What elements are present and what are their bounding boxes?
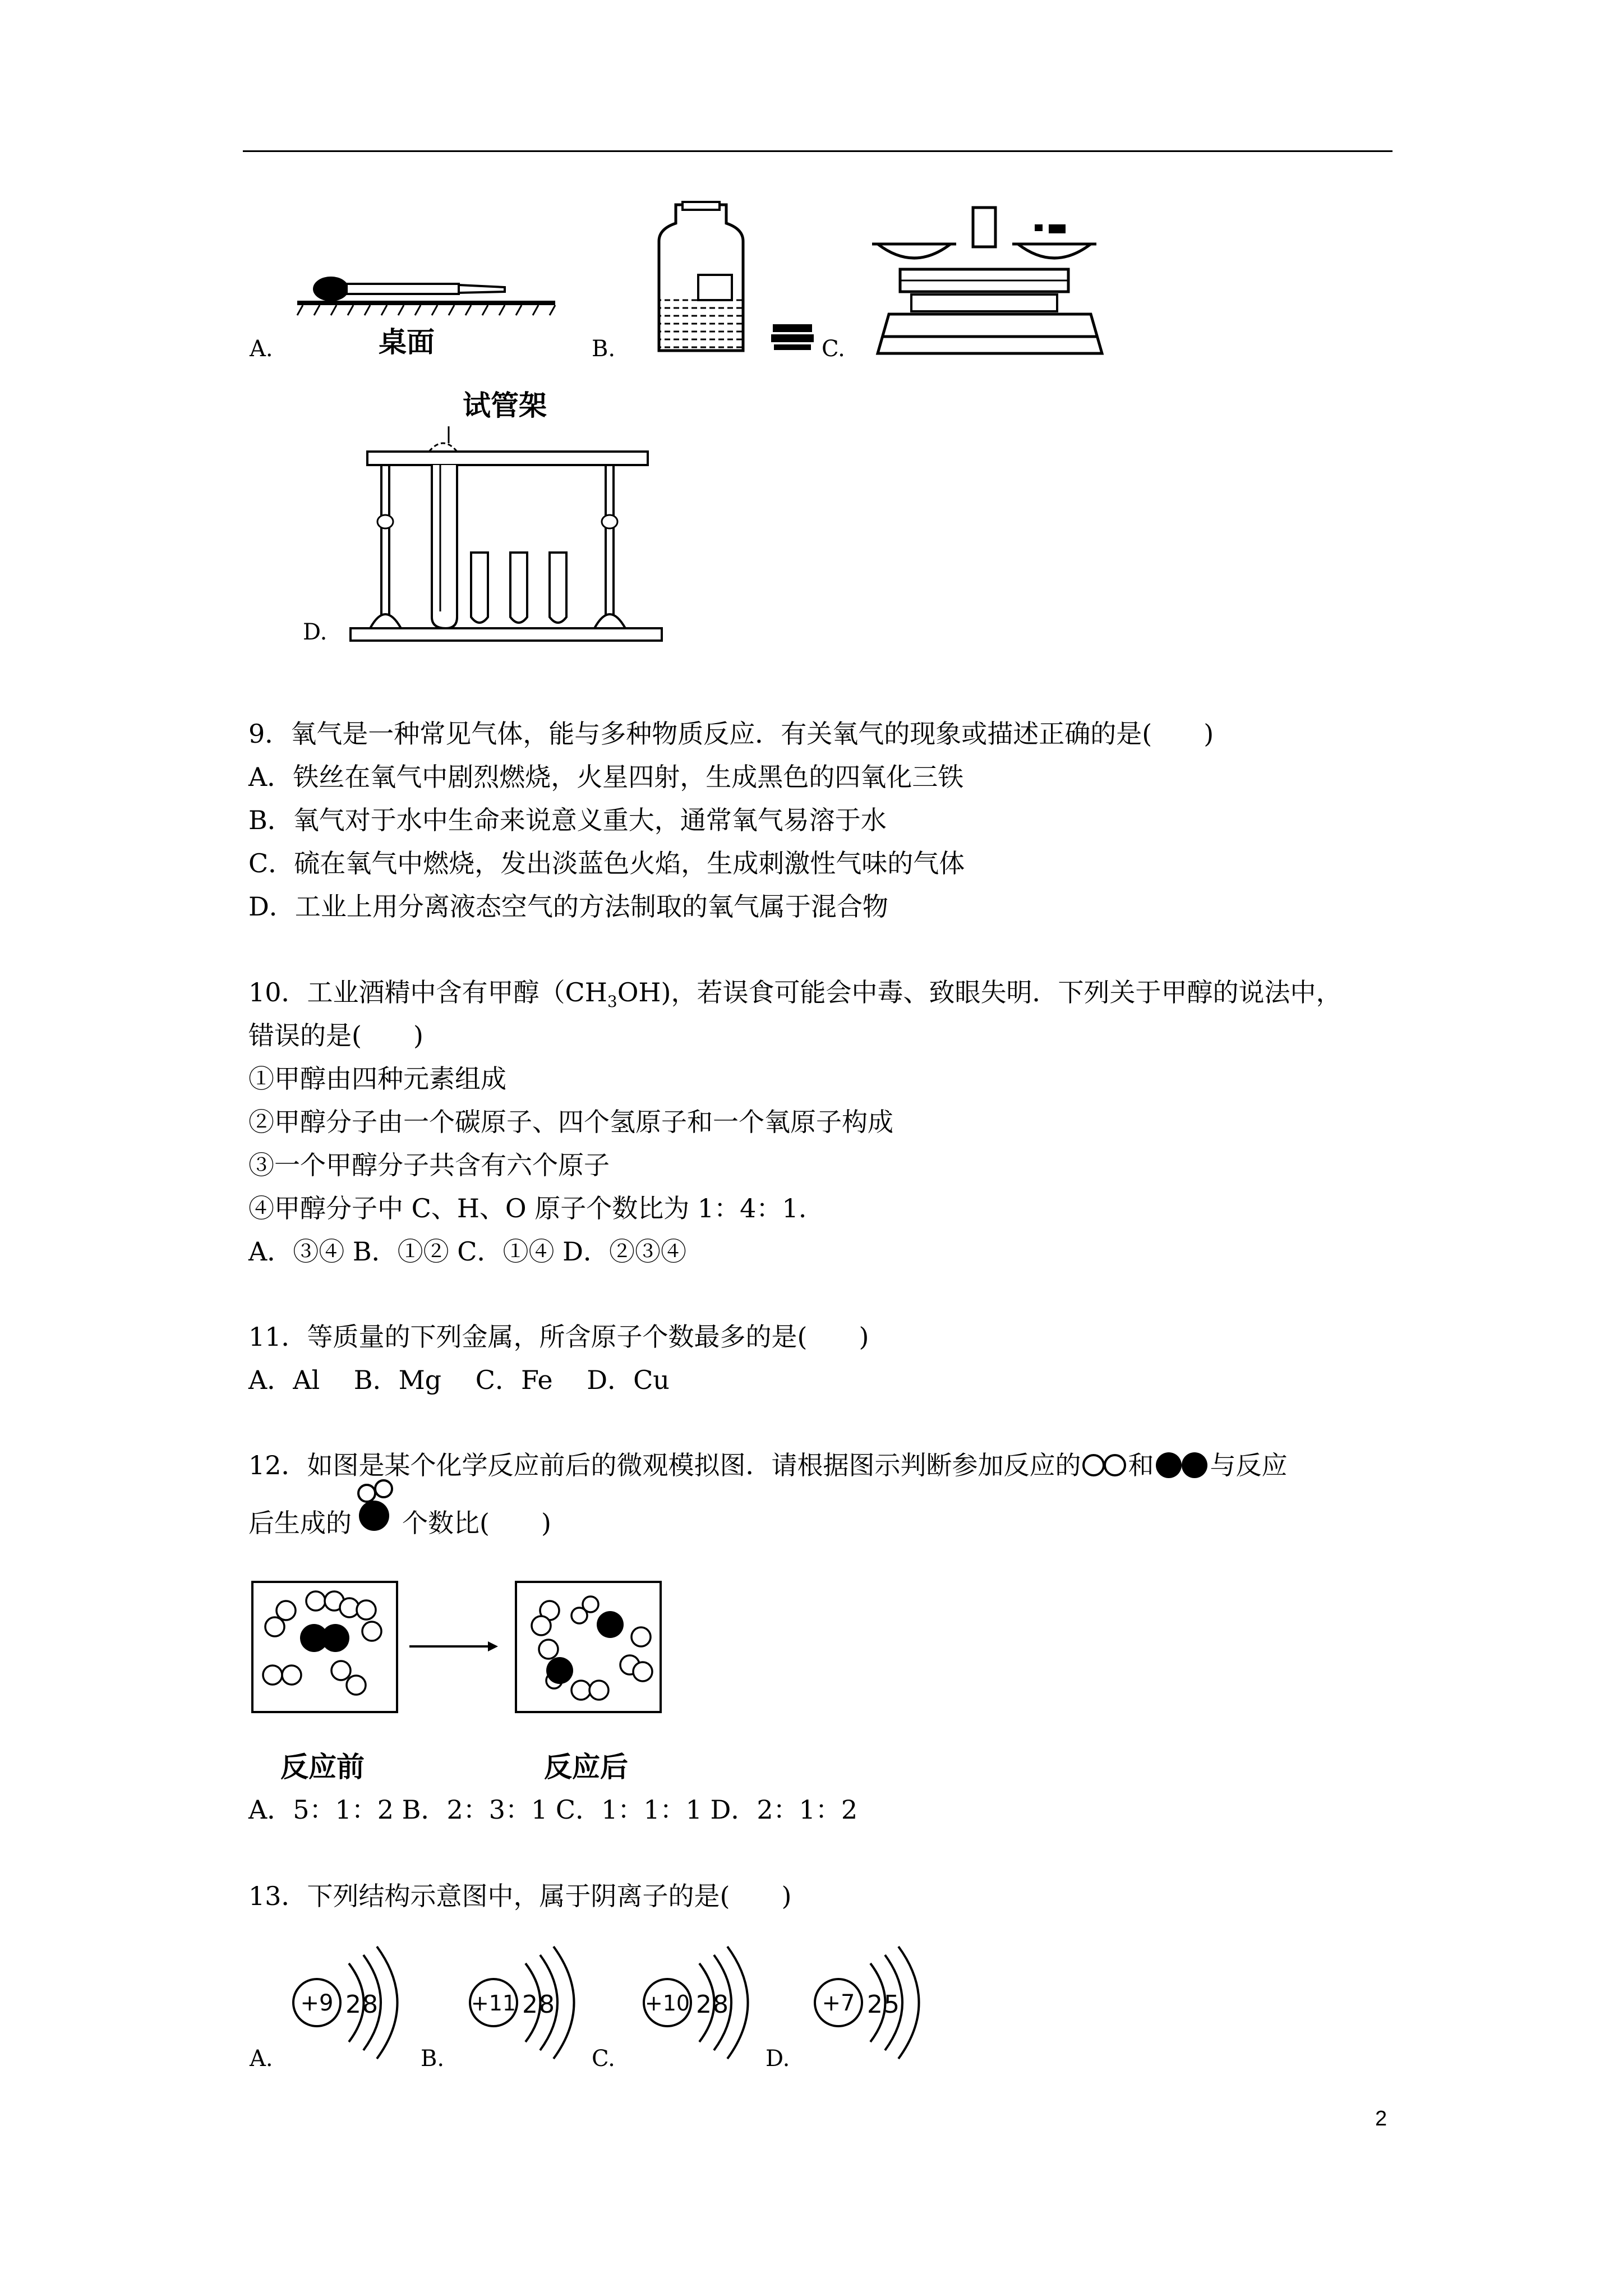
q9-option-b: B．氧气对于水中生命来说意义重大，通常氧气易溶于水	[248, 805, 887, 835]
q8-option-d-caption: 试管架	[463, 389, 547, 422]
balance-figure	[866, 202, 1113, 359]
q9-option-c: C．硫在氧气中燃烧，发出淡蓝色火焰，生成刺激性气味的气体	[248, 848, 965, 878]
q10-stem-line1: 10．工业酒精中含有甲醇$(CH_3OH)$，若误食可能会中毒、致眼失明．下列关于甲醇的说法中，	[248, 977, 1342, 1011]
q9-stem: 9．氧气是一种常见气体，能与多种物质反应．有关氧气的现象或描述正确的是( )	[248, 719, 1214, 749]
product-molecule-icon	[352, 1476, 402, 1538]
page-number: 2	[1375, 2107, 1387, 2131]
shell-c-1: 2	[696, 1990, 712, 2019]
q9-option-d: D．工业上用分离液态空气的方法制取的氧气属于混合物	[248, 891, 888, 922]
header-rule	[243, 150, 1393, 152]
q12-stem-line2: 后生成的 个数比( )	[248, 1492, 551, 1554]
reagent-bottle-figure	[637, 202, 822, 356]
q8-option-a-caption: 桌面	[379, 326, 435, 358]
q11-stem: 11．等质量的下列金属，所含原子个数最多的是( )	[248, 1322, 869, 1352]
q13-option-d-label: D.	[766, 2046, 790, 2072]
q12-caption-after: 反应后	[544, 1751, 628, 1783]
atom-structure-a	[286, 1947, 415, 2076]
test-tube-rack-figure	[351, 426, 670, 648]
nucleus-d: +7	[822, 1990, 855, 2016]
black-molecule-icon	[1154, 1451, 1210, 1479]
q10-item-2: ②甲醇分子由一个碳原子、四个氢原子和一个氧原子构成	[248, 1107, 893, 1137]
shell-d-2: 5	[884, 1990, 900, 2019]
shell-a-2: 8	[362, 1990, 378, 2019]
q10-item-4: ④甲醇分子中 C、H、O 原子个数比为 1：4：1.	[248, 1193, 807, 1223]
q10-stem-line2: 错误的是( )	[248, 1020, 423, 1051]
shell-d-1: 2	[867, 1990, 883, 2019]
reaction-before-box	[251, 1581, 398, 1713]
q10-item-1: ①甲醇由四种元素组成	[248, 1064, 506, 1094]
nucleus-c: +10	[644, 1991, 690, 2016]
q12-options: A．5：1：2 B．2：3：1 C．1：1：1 D．2：1：2	[248, 1795, 858, 1825]
shell-a-1: 2	[345, 1990, 361, 2019]
q12-caption-before: 反应前	[280, 1751, 365, 1783]
subscript: 3	[607, 992, 617, 1011]
white-molecule-icon	[1081, 1453, 1128, 1478]
atom-structure-c	[637, 1947, 766, 2076]
q13-option-b-label: B.	[421, 2046, 445, 2072]
reaction-after-box	[515, 1581, 662, 1713]
reaction-arrow	[409, 1638, 499, 1655]
q10-options: A．③④ B．①② C．①④ D．②③④	[248, 1236, 686, 1267]
q8-option-b-label: B.	[592, 336, 616, 362]
atom-structure-b	[463, 1947, 592, 2076]
q9-option-a: A．铁丝在氧气中剧烈燃烧，火星四射，生成黑色的四氧化三铁	[248, 762, 964, 792]
q13-stem: 13．下列结构示意图中，属于阴离子的是( )	[248, 1881, 792, 1911]
q12-stem-line1: 12．如图是某个化学反应前后的微观模拟图．请根据图示判断参加反应的 和 与反应	[248, 1450, 1288, 1480]
q8-option-c-label: C.	[822, 336, 845, 362]
atom-structure-d	[808, 1947, 937, 2076]
q11-options: A．Al B．Mg C．Fe D．Cu	[248, 1365, 670, 1395]
shell-b-1: 2	[522, 1990, 538, 2019]
shell-c-2: 8	[713, 1990, 728, 2019]
nucleus-a: +9	[300, 1990, 334, 2016]
q13-option-a-label: A.	[250, 2046, 273, 2072]
q13-option-c-label: C.	[592, 2046, 615, 2072]
shell-b-2: 8	[539, 1990, 555, 2019]
q10-item-3: ③一个甲醇分子共含有六个原子	[248, 1150, 610, 1180]
q8-option-d-label: D.	[303, 619, 328, 645]
q8-option-a-label: A.	[250, 336, 273, 362]
nucleus-b: +11	[471, 1991, 517, 2016]
